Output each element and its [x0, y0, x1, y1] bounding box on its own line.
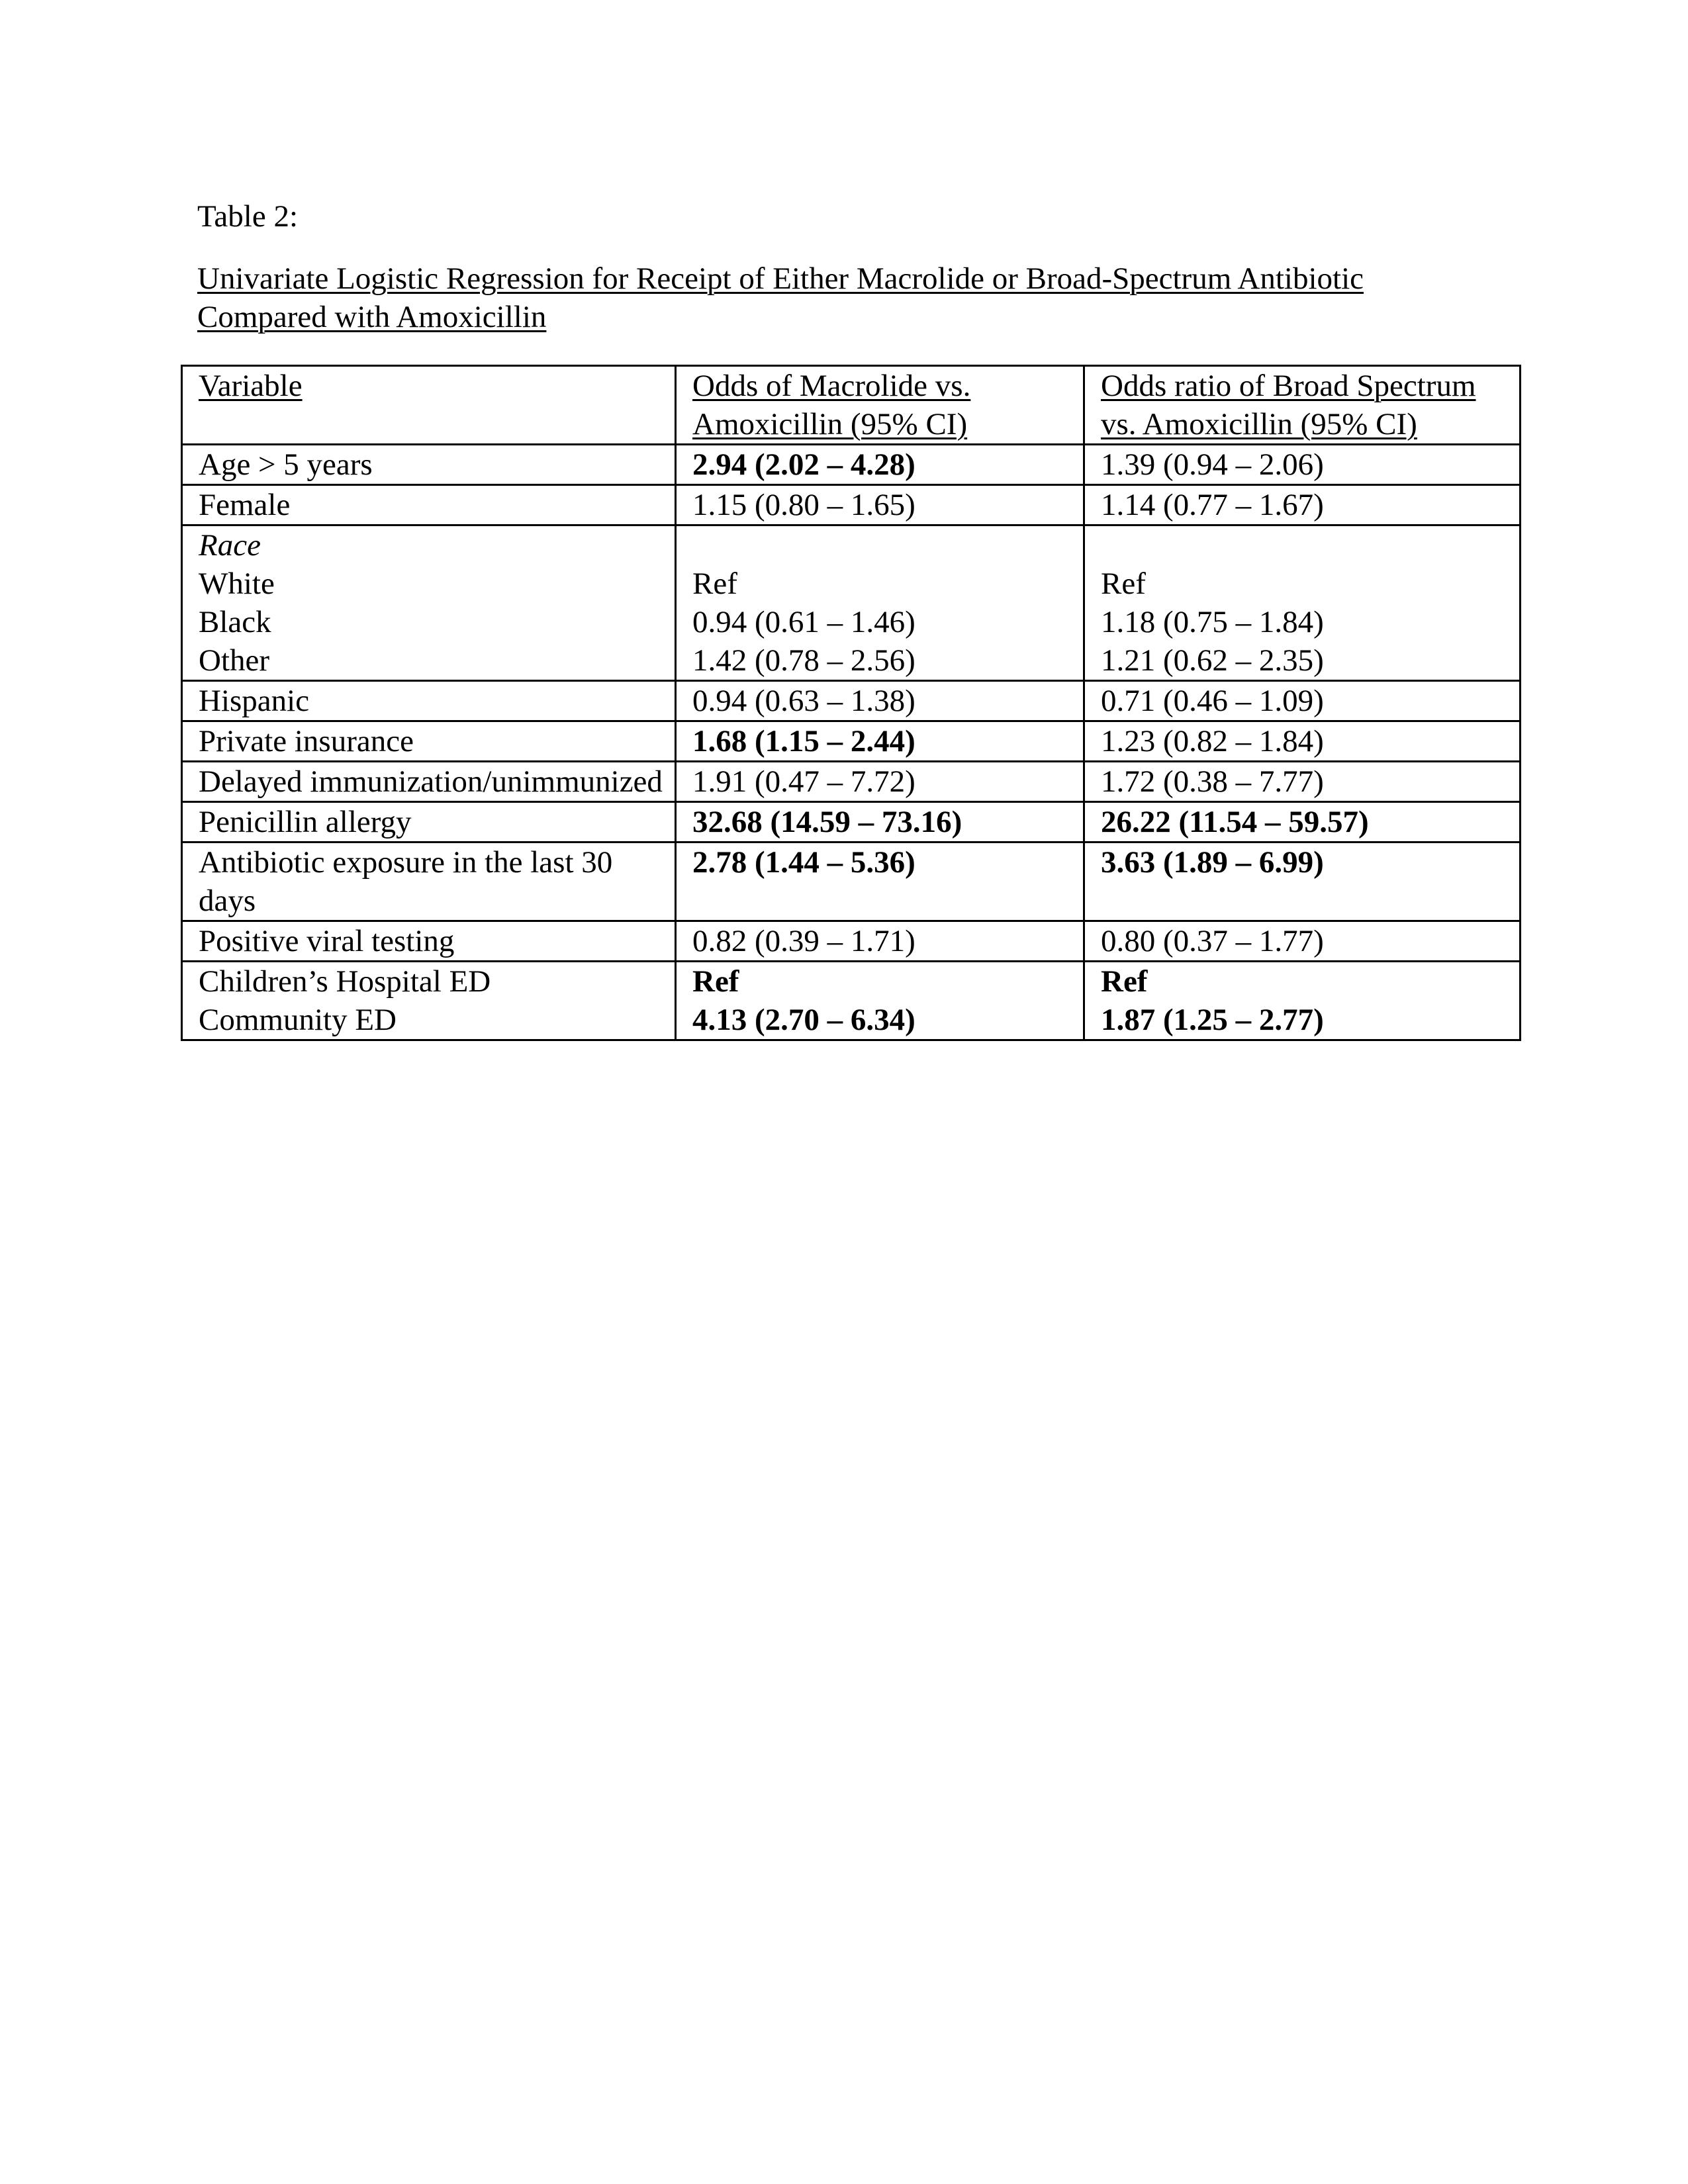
variable-cell: Penicillin allergy — [182, 802, 676, 842]
broad-spectrum-cell: 0.80 (0.37 – 1.77) — [1084, 921, 1521, 962]
table-row — [182, 842, 1521, 921]
variable-cell: Hispanic — [182, 681, 676, 721]
table-row — [182, 802, 1521, 842]
macrolide-cell: 1.68 (1.15 – 2.44) — [676, 721, 1084, 762]
variable-cell: Female — [182, 485, 676, 525]
variable-cell: Antibiotic exposure in the last 30 days — [182, 842, 676, 921]
table-row — [182, 525, 1521, 681]
table-header-row — [182, 366, 1521, 445]
header-macrolide: Odds of Macrolide vs. Amoxicillin (95% CI) — [676, 366, 1084, 445]
broad-spectrum-cell: 1.14 (0.77 – 1.67) — [1084, 485, 1521, 525]
macrolide-cell: 2.78 (1.44 – 5.36) — [676, 842, 1084, 921]
macrolide-cell: 32.68 (14.59 – 73.16) — [676, 802, 1084, 842]
table-caption: Univariate Logistic Regression for Receipt of Either Macrolide or Broad-Spectrum Antibiotic Compared with Amoxicillin — [197, 261, 1364, 334]
macrolide-cell: Ref 4.13 (2.70 – 6.34) — [676, 962, 1084, 1040]
broad-spectrum-cell: Ref 1.18 (0.75 – 1.84) 1.21 (0.62 – 2.35) — [1084, 525, 1521, 681]
header-broad-spectrum: Odds ratio of Broad Spectrum vs. Amoxicillin (95% CI) — [1084, 366, 1521, 445]
variable-cell: Delayed immunization/unimmunized — [182, 762, 676, 802]
table-label: Table 2: — [197, 199, 299, 234]
regression-table — [181, 365, 1521, 1041]
broad-spectrum-cell: 0.71 (0.46 – 1.09) — [1084, 681, 1521, 721]
broad-spectrum-cell: 1.72 (0.38 – 7.77) — [1084, 762, 1521, 802]
broad-spectrum-cell: 1.23 (0.82 – 1.84) — [1084, 721, 1521, 762]
variable-cell: Positive viral testing — [182, 921, 676, 962]
table-row — [182, 445, 1521, 485]
macrolide-cell: 1.91 (0.47 – 7.72) — [676, 762, 1084, 802]
macrolide-cell: Ref 0.94 (0.61 – 1.46) 1.42 (0.78 – 2.56) — [676, 525, 1084, 681]
variable-cell: Children’s Hospital ED Community ED — [182, 962, 676, 1040]
macrolide-cell: 2.94 (2.02 – 4.28) — [676, 445, 1084, 485]
table-row — [182, 921, 1521, 962]
table-row — [182, 485, 1521, 525]
macrolide-cell: 0.82 (0.39 – 1.71) — [676, 921, 1084, 962]
table-row — [182, 962, 1521, 1040]
macrolide-cell: 0.94 (0.63 – 1.38) — [676, 681, 1084, 721]
table-row — [182, 762, 1521, 802]
variable-cell: Private insurance — [182, 721, 676, 762]
table-row — [182, 681, 1521, 721]
table-row — [182, 721, 1521, 762]
broad-spectrum-cell: 26.22 (11.54 – 59.57) — [1084, 802, 1521, 842]
macrolide-cell: 1.15 (0.80 – 1.65) — [676, 485, 1084, 525]
variable-cell: Race White Black Other — [182, 525, 676, 681]
variable-cell: Age > 5 years — [182, 445, 676, 485]
broad-spectrum-cell: 3.63 (1.89 – 6.99) — [1084, 842, 1521, 921]
group-label: Race — [199, 528, 261, 563]
broad-spectrum-cell: 1.39 (0.94 – 2.06) — [1084, 445, 1521, 485]
header-variable: Variable — [182, 366, 676, 445]
broad-spectrum-cell: Ref 1.87 (1.25 – 2.77) — [1084, 962, 1521, 1040]
